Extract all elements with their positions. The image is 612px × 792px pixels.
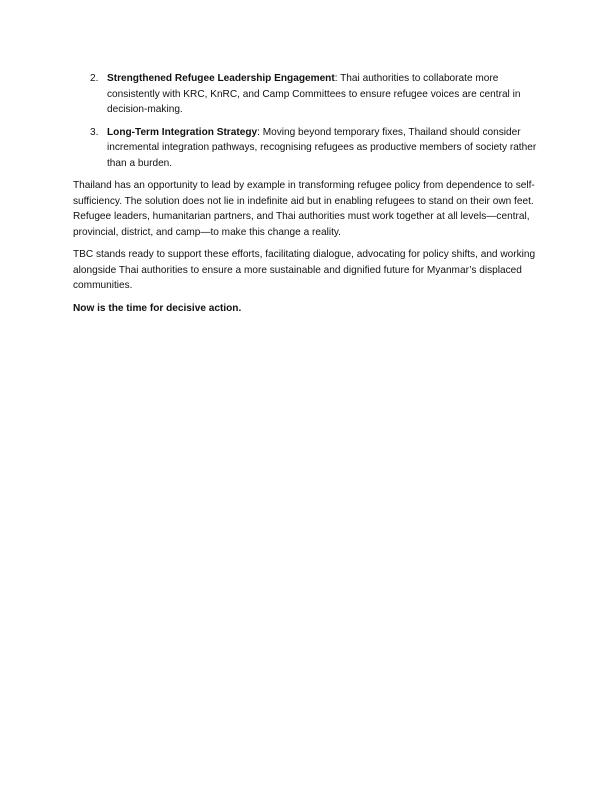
list-item-title: Long-Term Integration Strategy — [107, 126, 258, 138]
list-item-title: Strengthened Refugee Leadership Engagement — [107, 73, 335, 84]
list-item-text: : Thai authorities to collaborate more consistently with KRC, KnRC, and Camp Committees to ensure refugee voices are central in decision-making. — [107, 73, 521, 115]
list-item — [73, 71, 543, 118]
body-paragraph: Thailand has an opportunity to lead by example in transforming refugee policy from dependence to self-sufficiency. The solution does not lie in indefinite aid but in enabling refugees to stand on their own feet. Refugee leaders, humanitarian partners, and Thai authorities must work together at all levels—central, provincial, district, and camp—to make this change a reality. — [73, 180, 535, 238]
body-paragraph: TBC stands ready to support these efforts, facilitating dialogue, advocating for policy shifts, and working alongside Thai authorities to ensure a more sustainable and dignified future for Myanmar’s displaced communities. — [73, 249, 536, 291]
list-item-number: 3. — [90, 126, 99, 138]
closing-statement: Now is the time for decisive action. — [73, 302, 242, 314]
page-content — [73, 71, 543, 323]
list-item-text: : Moving beyond temporary fixes, Thailand should consider incremental integration pathways, recognising refugees as productive members of society rather than a burden. — [107, 126, 537, 169]
list-item — [73, 125, 543, 172]
list-item-number: 2. — [90, 73, 99, 84]
